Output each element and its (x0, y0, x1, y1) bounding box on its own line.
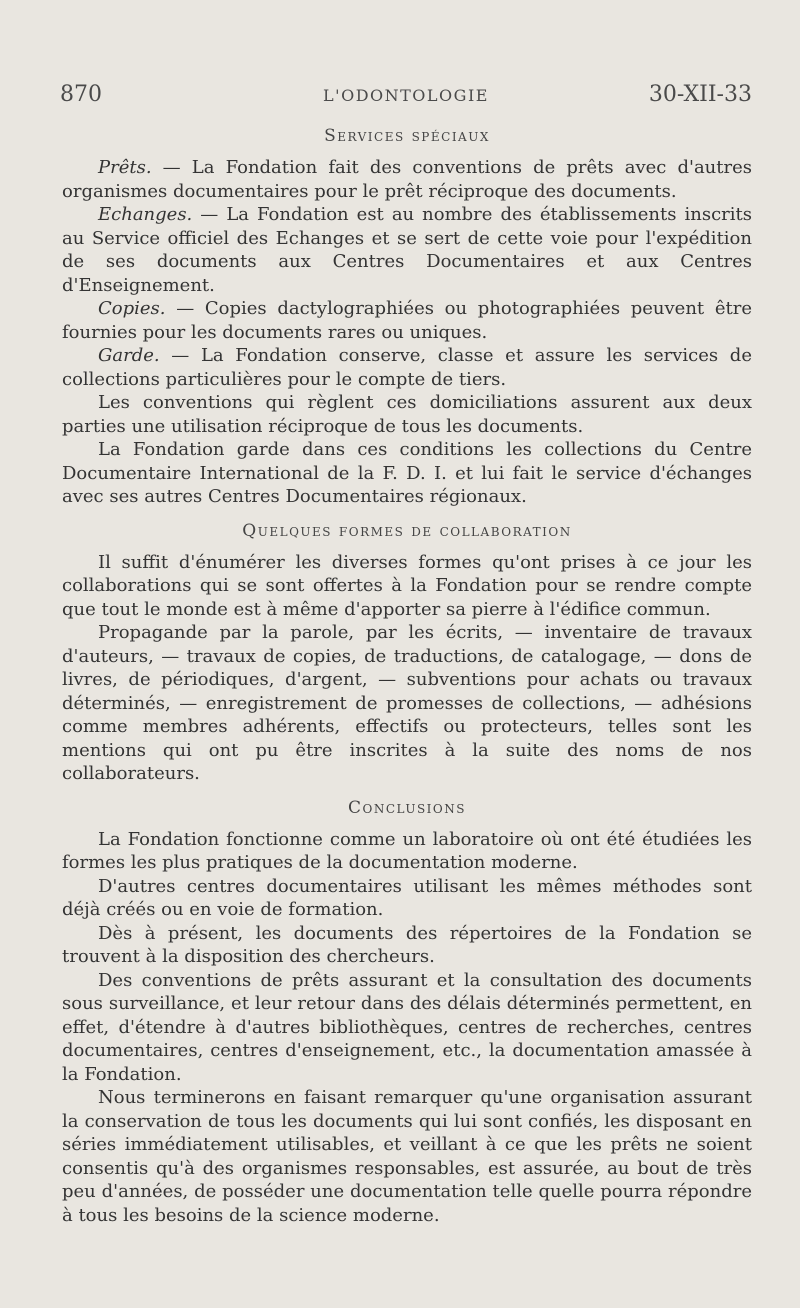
label-echanges: Echanges. (98, 204, 193, 225)
page-body (62, 126, 752, 1227)
paragraph-conclusions-1: La Fondation fonctionne comme un laboratoire où ont été étudiées les formes les plus pratiques de la documentation moderne. (62, 828, 752, 873)
paragraph-garde (62, 344, 752, 391)
page-number: 870 (60, 82, 102, 107)
paragraph-conclusions-4: Des conventions de prêts assurant et la consultation des documents sous surveillance, et leur retour dans des délais déterminés permettent, en effet, d'étendre à d'autres bibliothèques, centres de recherches, centres documentaires, centres d'enseignement, etc., la documentation amassée à la Fondation. (62, 969, 752, 1085)
issue-date: 30-XII-33 (648, 82, 752, 107)
text-garde: — La Fondation conserve, classe et assure les services de collections particulières pour le compte de tiers. (62, 345, 752, 390)
paragraph-copies (62, 297, 752, 344)
section-heading-services: Services spéciaux (324, 126, 490, 146)
section-heading-collaboration: Quelques formes de collaboration (242, 520, 572, 541)
paragraph-conventions: Les conventions qui règlent ces domiciliations assurent aux deux parties une utilisation réciproque de tous les documents. (62, 392, 752, 437)
label-prets: Prêts. (98, 157, 152, 178)
paragraph-collaboration-1: Il suffit d'énumérer les diverses formes qu'ont prises à ce jour les collaborations qui se sont offertes à la Fondation pour se rendre compte que tout le monde est à même d'apporter sa pierre à l'édifice commun. (62, 551, 752, 620)
paragraph-conclusions-2: D'autres centres documentaires utilisant les mêmes méthodes sont déjà créés ou en voie de formation. (62, 875, 752, 920)
text-echanges: — La Fondation est au nombre des établissements inscrits au Service officiel des Echanges et se sert de cette voie pour l'expédition de ses documents aux Centres Documentaires et aux Centres d'Enseignement. (62, 204, 752, 296)
text-prets: — La Fondation fait des conventions de prêts avec d'autres organismes documentaires pour le prêt réciproque des documents. (62, 157, 752, 202)
label-garde: Garde. (98, 345, 160, 366)
running-header (60, 82, 752, 112)
paragraph-conclusions-3: Dès à présent, les documents des répertoires de la Fondation se trouvent à la disposition des chercheurs. (62, 922, 752, 967)
journal-title: L'ODONTOLOGIE (323, 86, 489, 105)
paragraph-conclusions-5: Nous terminerons en faisant remarquer qu'une organisation assurant la conservation de tous les documents qui lui sont confiés, les disposant en séries immédiatement utilisables, et veillant à ce que les prêts ne soient consentis qu'à des organismes responsables, est assurée, au bout de très peu d'années, de posséder une documentation telle quelle pourra répondre à tous les besoins de la science moderne. (62, 1087, 752, 1226)
paragraph-fdi: La Fondation garde dans ces conditions les collections du Centre Documentaire International de la F. D. I. et lui fait le service d'échanges avec ses autres Centres Documentaires régionaux. (62, 439, 752, 507)
label-copies: Copies. (98, 298, 166, 319)
paragraph-prets (62, 156, 752, 203)
text-copies: — Copies dactylographiées ou photographiées peuvent être fournies pour les documents rares ou uniques. (62, 298, 752, 343)
section-heading-conclusions: Conclusions (348, 797, 466, 818)
paragraph-collaboration-2: Propagande par la parole, par les écrits, — inventaire de travaux d'auteurs, — travaux de copies, de traductions, de catalogage, — dons de livres, de périodiques, d'argent, — subventions pour achats ou travaux déterminés, — enregistrement de promesses de collections, — adhésions comme membres adhérents, effectifs ou protecteurs, telles sont les mentions qui ont pu être inscrites à la suite des noms de nos collaborateurs. (62, 622, 752, 784)
paragraph-echanges (62, 203, 752, 297)
